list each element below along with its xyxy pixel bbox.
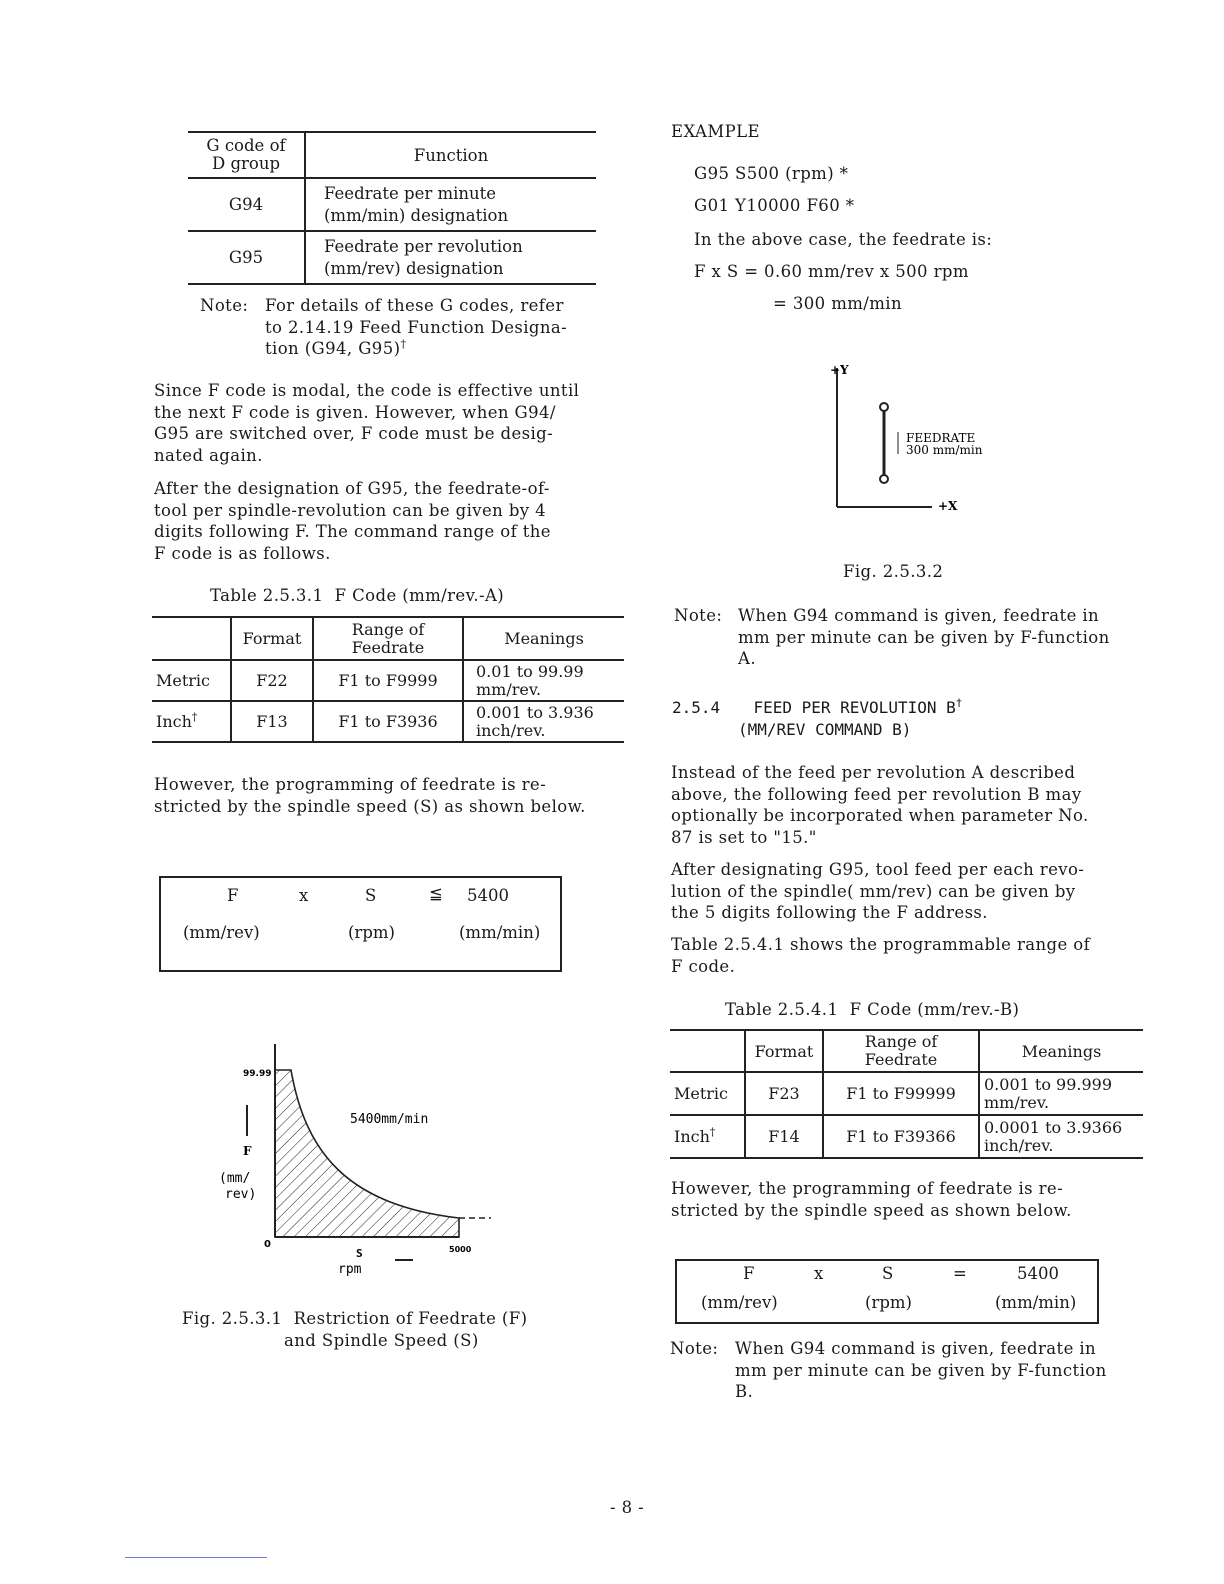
formula-s: S [365,886,377,905]
paragraph-feed-b [671,762,1161,848]
meaning-line: 0.001 to 3.936 [476,702,594,722]
function-header: Function [305,132,596,178]
text-line: However, the programming of feedrate is re- [154,775,547,794]
text-line: digits following F. The command range of the [154,522,551,541]
text-line: optionally be incorporated when parameter No. [671,806,1089,825]
text-line: After the designation of G95, the feedrate-of- [154,479,550,498]
feedrate-restriction-figure [195,1030,515,1285]
formula-f: F [227,886,239,905]
paragraph-modal [154,380,634,466]
example-line: G01 Y10000 F60 * [694,196,855,215]
table-row [152,701,624,742]
range-header: Range of [351,619,425,639]
y-unit-label: rev) [225,1187,257,1202]
paragraph-g95-b [671,859,1161,924]
range-cell: F1 to F3936 [313,701,463,742]
formula-s: S [882,1264,894,1283]
function-line: Feedrate per minute [324,183,497,203]
text-line: However, the programming of feedrate is re- [671,1179,1064,1198]
meanings-header: Meanings [979,1030,1143,1072]
d-group-header: D group [211,154,281,173]
table-row [670,1115,1143,1158]
feedrate-label: 300 mm/min [906,443,983,457]
range-cell: F1 to F39366 [823,1115,979,1158]
caption-line: and Spindle Speed (S) [284,1330,479,1350]
origin-label: 0 [264,1239,271,1250]
figure-caption [182,1308,612,1351]
text-line: the next F code is given. However, when G94/ [154,402,556,422]
dagger-mark: † [400,337,407,351]
format-header: Format [745,1030,823,1072]
system-cell: Inch [156,712,192,731]
function-line: (mm/rev) designation [324,258,504,278]
text-line: Since F code is modal, the code is effective until [154,381,580,400]
end-point [880,475,888,483]
example-line: In the above case, the feedrate is: [694,230,993,249]
formula-times: x [814,1264,824,1283]
text-line: above, the following feed per revolution B may [671,784,1082,804]
xmax-label: 5000 [449,1245,472,1254]
text-line: Instead of the feed per revolution A described [671,763,1076,782]
text-line: stricted by the spindle speed (S) as shown below. [154,796,586,816]
table-row [670,1072,1143,1115]
function-line: Feedrate per revolution [324,236,523,256]
system-cell: Inch [674,1127,710,1146]
format-cell: F13 [231,701,313,742]
range-cell: F1 to F99999 [823,1072,979,1115]
range-cell: F1 to F9999 [313,660,463,701]
table-row [188,178,596,231]
formula-unit-f: (mm/rev) [183,923,260,942]
note-line: A. [738,649,756,668]
section-title: FEED PER REVOLUTION B [753,698,956,717]
y-axis-label: +Y [830,363,849,377]
note-line: to 2.14.19 Feed Function Designa- [265,317,568,337]
text-line: 87 is set to "15." [671,827,817,847]
text-line: F code is as follows. [154,543,331,563]
text-line: stricted by the spindle speed as shown below. [671,1200,1072,1220]
paragraph-restriction [154,774,634,817]
scan-divider [125,1557,267,1558]
table-row [188,231,596,284]
dagger-mark: † [955,696,963,710]
system-cell: Metric [674,1084,729,1103]
text-line: lution of the spindle( mm/rev) can be given by [671,881,1076,901]
meaning-line: 0.0001 to 3.9366 [984,1117,1123,1137]
section-number: 2.5.4 [672,698,721,717]
feedrate-example-figure [820,360,1020,520]
x-axis-label: +X [938,499,958,513]
restricted-area [275,1070,459,1237]
function-line: (mm/min) designation [324,205,509,225]
paragraph-restriction-b [671,1178,1161,1221]
note-line: mm per minute can be given by F-function [738,627,1110,647]
note-line: When G94 command is given, feedrate in [735,1339,1097,1358]
g-code-table [188,131,596,285]
formula-unit-s: (rpm) [348,923,395,942]
x-unit-label: rpm [338,1262,362,1277]
note-label: Note: [674,606,723,625]
table-row [152,660,624,701]
text-line: G95 are switched over, F code must be desig- [154,424,554,443]
meaning-line: mm/rev. [984,1092,1050,1112]
note-label: Note: [670,1339,719,1358]
formula-value: 5400 [467,886,509,905]
text-line: tool per spindle-revolution can be given by 4 [154,500,547,520]
formula-value: 5400 [1017,1264,1059,1283]
x-label: S [356,1247,363,1260]
start-point [880,403,888,411]
note-line: B. [735,1382,754,1401]
text-line: nated again. [154,445,263,465]
range-header: Range of [864,1032,938,1051]
section-heading [672,697,962,741]
format-cell: F23 [745,1072,823,1115]
formula-operator: ≦ [429,884,443,903]
feedrate-label: FEEDRATE [906,431,976,445]
paragraph-table-ref [671,934,1161,977]
formula-operator: = [953,1264,967,1283]
formula-unit-s: (rpm) [865,1293,912,1312]
ymax-label: 99.99 [243,1069,272,1079]
note-line: mm per minute can be given by F-function [735,1360,1107,1380]
dagger-mark: † [709,1125,716,1139]
formula-times: x [299,886,309,905]
note-line: tion (G94, G95) [265,339,401,358]
f-code-table-a [152,616,624,743]
table-caption: Table 2.5.4.1 F Code (mm/rev.-B) [725,1000,1020,1019]
formula-unit-v: (mm/min) [995,1293,1077,1312]
caption-line: Fig. 2.5.3.1 Restriction of Feedrate (F) [182,1309,528,1328]
range-header: Feedrate [864,1050,938,1069]
example-line: F x S = 0.60 mm/rev x 500 rpm [694,262,969,281]
note-line: For details of these G codes, refer [265,296,564,315]
example-line: = 300 mm/min [773,294,903,313]
example-heading: EXAMPLE [671,122,760,141]
note-label: Note: [200,296,249,315]
y-unit-label: (mm/ [219,1171,251,1186]
format-cell: F14 [745,1115,823,1158]
table-caption: Table 2.5.3.1 F Code (mm/rev.-A) [210,586,505,605]
page-number: - 8 - [610,1498,645,1517]
range-header: Feedrate [351,637,425,657]
paragraph-g95 [154,478,634,564]
meaning-line: inch/rev. [476,720,546,740]
f-code-table-b [670,1029,1143,1159]
g-code-header: G code of [206,136,286,155]
text-line: After designating G95, tool feed per each revo- [671,860,1085,879]
figure-caption: Fig. 2.5.3.2 [843,562,944,581]
format-header: Format [231,617,313,660]
text-line: the 5 digits following the F address. [671,903,988,922]
g-code-cell: G94 [228,195,264,214]
system-cell: Metric [156,671,211,690]
text-line: F code. [671,956,736,976]
formula-unit-f: (mm/rev) [701,1293,778,1312]
meaning-line: 0.001 to 99.999 [984,1074,1113,1094]
y-label: F [243,1144,252,1158]
meanings-header: Meanings [463,617,624,660]
meaning-line: mm/rev. [476,679,542,699]
formula-box-a [159,876,562,972]
g-code-cell: G95 [228,248,264,267]
formula-f: F [743,1264,755,1283]
text-line: Table 2.5.4.1 shows the programmable range of [671,935,1091,954]
section-subtitle: (MM/REV COMMAND B) [738,720,912,739]
example-line: G95 S500 (rpm) * [694,164,849,183]
curve-label: 5400mm/min [350,1112,429,1127]
formula-unit-v: (mm/min) [459,923,541,942]
format-cell: F22 [231,660,313,701]
formula-box-b [675,1259,1099,1324]
meaning-line: inch/rev. [984,1135,1054,1155]
dagger-mark: † [191,710,198,724]
note-line: When G94 command is given, feedrate in [738,606,1100,625]
meaning-line: 0.01 to 99.99 [476,661,584,681]
